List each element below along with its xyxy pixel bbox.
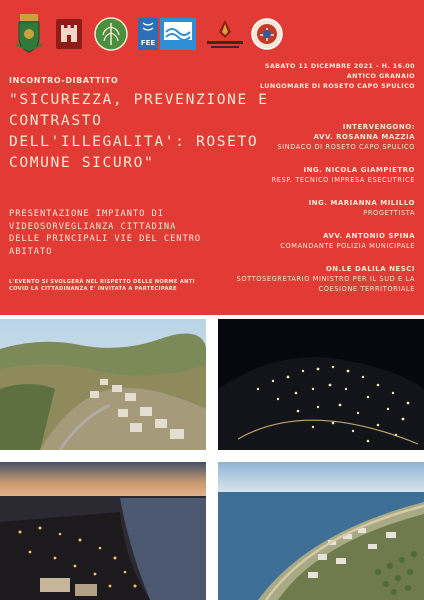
fee-blue-flag-logo [138,14,196,54]
municipal-coat-of-arms-logo [14,14,44,54]
coastal-town-dusk-photo [0,462,206,600]
speaker-role: PROGETTISTA [363,209,415,217]
aerial-coastline-photo [218,462,424,600]
date-venue-block [260,61,415,91]
photo-grid [0,315,424,600]
agriculture-logo [94,14,128,54]
fee-label: FEE [140,39,156,47]
speaker-role: RESP. TECNICO IMPRESA ESECUTRICE [271,176,415,184]
speakers-heading: INTERVENGONO: [342,123,415,131]
aerial-town-night-photo [218,319,424,450]
venue-name: ANTICO GRANAIO [346,72,415,80]
speaker-role: COMANDANTE POLIZIA MUNICIPALE [280,242,415,250]
organization-emblem-logo [205,14,245,54]
speaker-name: ING. NICOLA GIAMPIETRO [303,166,415,174]
speaker-role: SOTTOSEGRETARIO MINISTRO PER IL SUD E LA COESIONE TERRITORIALE [236,275,415,293]
speaker-name: AVV. ROSANNA MAZZIA [313,133,415,141]
venue-address: LUNGOMARE DI ROSETO CAPO SPULICO [260,82,415,90]
speakers-list [175,123,415,294]
logo-row [0,14,424,58]
date-line: SABATO 11 DICEMBRE 2021 - H. 16.00 [264,62,415,70]
presentation-text: PRESENTAZIONE IMPIANTO DI VIDEOSORVEGLIANZA CITTADINA DELLE PRINCIPALI VIE DEL CENTRO ABITATO [9,209,202,257]
speaker-name: AVV. ANTONIO SPINA [323,232,415,240]
event-title: "SICUREZZA, PREVENZIONE E CONTRASTO DELL'ILLEGALITA': ROSETO COMUNE SICURO" [9,91,269,171]
covid-notice: L'EVENTO SI SVOLGERÀ NEL RISPETTO DELLE NORME ANTI COVID LA CITTADINANZA E' INVITATA A PARTECIPARE [9,279,195,293]
speaker-name: ON.LE DALILA NESCI [325,265,415,273]
speaker-role: SINDACO DI ROSETO CAPO SPULICO [277,143,415,151]
round-seal-logo [251,14,283,54]
castle-logo [56,14,82,54]
event-type-label: INCONTRO-DIBATTITO [9,76,119,85]
speaker-name: ING. MARIANNA MILILLO [308,199,415,207]
aerial-town-day-photo [0,319,206,450]
